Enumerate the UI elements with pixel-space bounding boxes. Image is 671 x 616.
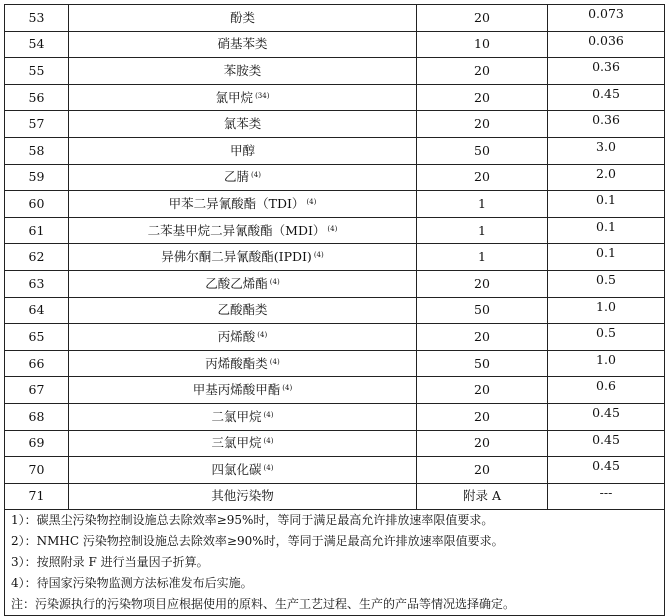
pollutant-name-cell — [69, 58, 417, 85]
emission-concentration-limit: 10 — [417, 31, 548, 58]
footnote-marker: (4) — [263, 437, 274, 446]
row-number: 68 — [5, 403, 69, 430]
emission-rate-limit: 0.1 — [548, 244, 665, 271]
emission-concentration-limit: 20 — [417, 430, 548, 457]
emission-rate-limit: 1.0 — [548, 297, 665, 324]
row-number: 54 — [5, 31, 69, 58]
emission-concentration-limit: 20 — [417, 457, 548, 484]
emission-rate-limit: 0.45 — [548, 84, 665, 111]
table-row — [5, 350, 665, 377]
pollutant-name: 二氯甲烷 — [211, 408, 262, 424]
emission-concentration-limit: 1 — [417, 191, 548, 218]
pollutant-name-cell — [69, 350, 417, 377]
pollutant-limits-table — [4, 4, 665, 510]
emission-rate-limit: 0.1 — [548, 191, 665, 218]
pollutant-name-cell — [69, 5, 417, 32]
pollutant-name: 四氯化碳 — [211, 461, 262, 477]
row-number: 61 — [5, 217, 69, 244]
emission-rate-limit: 1.0 — [548, 350, 665, 377]
pollutant-name-cell — [69, 137, 417, 164]
row-number: 64 — [5, 297, 69, 324]
table-row — [5, 430, 665, 457]
row-number: 57 — [5, 111, 69, 138]
note-3: 3）：按照附录 F 进行当量因子折算。 — [11, 555, 209, 570]
pollutant-name: 二苯基甲烷二异氰酸酯（MDI） — [147, 222, 326, 238]
pollutant-name-cell — [69, 483, 417, 510]
footnote-marker: (4) — [269, 357, 280, 366]
note-1: 1）：碳黑尘污染物控制设施总去除效率≥95%时，等同于满足最高允许排放速率限值要求。 — [11, 513, 494, 528]
emission-concentration-limit: 20 — [417, 164, 548, 191]
pollutant-name: 氯苯类 — [223, 116, 262, 132]
pollutant-name-cell — [69, 457, 417, 484]
table-row — [5, 137, 665, 164]
table-row — [5, 191, 665, 218]
pollutant-name: 酚类 — [229, 9, 255, 25]
emission-rate-limit: 0.1 — [548, 217, 665, 244]
pollutant-name: 异佛尔酮二异氰酸酯(IPDI) — [161, 249, 312, 265]
emission-rate-limit: 0.36 — [548, 58, 665, 85]
emission-concentration-limit: 20 — [417, 377, 548, 404]
table-row — [5, 244, 665, 271]
pollutant-name: 三氯甲烷 — [211, 435, 262, 451]
pollutant-name-cell — [69, 297, 417, 324]
row-number: 56 — [5, 84, 69, 111]
table-notes — [4, 510, 665, 616]
pollutant-name-cell — [69, 191, 417, 218]
row-number: 59 — [5, 164, 69, 191]
row-number: 67 — [5, 377, 69, 404]
emission-rate-limit: 0.073 — [548, 5, 665, 32]
emission-rate-limit: 0.45 — [548, 430, 665, 457]
pollutant-name: 硝基苯类 — [217, 36, 268, 52]
note-4: 4）：待国家污染物监测方法标准发布后实施。 — [11, 576, 253, 591]
emission-rate-limit: 0.5 — [548, 270, 665, 297]
emission-rate-limit: 0.45 — [548, 403, 665, 430]
pollutant-name: 甲醇 — [229, 142, 255, 158]
row-number: 62 — [5, 244, 69, 271]
table-row — [5, 111, 665, 138]
table-row — [5, 403, 665, 430]
row-number: 66 — [5, 350, 69, 377]
emission-rate-limit: 2.0 — [548, 164, 665, 191]
pollutant-name-cell — [69, 270, 417, 297]
footnote-marker: (4) — [269, 277, 280, 286]
table-row — [5, 324, 665, 351]
row-number: 60 — [5, 191, 69, 218]
pollutant-name: 乙腈 — [224, 169, 250, 185]
emission-rate-limit: 0.45 — [548, 457, 665, 484]
pollutant-name-cell — [69, 31, 417, 58]
emission-concentration-limit: 20 — [417, 270, 548, 297]
footnote-marker: (4) — [306, 197, 317, 206]
emission-concentration-limit: 20 — [417, 84, 548, 111]
pollutant-limits-table-container — [4, 4, 665, 616]
row-number: 70 — [5, 457, 69, 484]
emission-rate-limit: 3.0 — [548, 137, 665, 164]
footnote-marker: (34) — [255, 91, 270, 100]
row-number: 63 — [5, 270, 69, 297]
table-body — [5, 5, 665, 510]
emission-concentration-limit: 50 — [417, 350, 548, 377]
footnote-marker: (4) — [313, 251, 324, 260]
table-row — [5, 84, 665, 111]
emission-rate-limit: --- — [548, 483, 665, 510]
table-row — [5, 217, 665, 244]
footnote-marker: (4) — [327, 224, 338, 233]
emission-rate-limit: 0.036 — [548, 31, 665, 58]
pollutant-name: 苯胺类 — [223, 62, 262, 78]
pollutant-name-cell — [69, 403, 417, 430]
pollutant-name-cell — [69, 244, 417, 271]
row-number: 58 — [5, 137, 69, 164]
footnote-marker: (4) — [257, 330, 268, 339]
emission-concentration-limit: 20 — [417, 324, 548, 351]
row-number: 65 — [5, 324, 69, 351]
table-row — [5, 58, 665, 85]
pollutant-name: 其他污染物 — [211, 488, 274, 504]
table-row — [5, 270, 665, 297]
pollutant-name: 丙烯酸酯类 — [205, 355, 268, 371]
row-number: 71 — [5, 483, 69, 510]
pollutant-name: 甲基丙烯酸甲酯 — [192, 382, 281, 398]
emission-concentration-limit: 1 — [417, 244, 548, 271]
emission-concentration-limit: 20 — [417, 58, 548, 85]
pollutant-name: 乙酸酯类 — [217, 302, 268, 318]
pollutant-name-cell — [69, 324, 417, 351]
emission-concentration-limit: 20 — [417, 403, 548, 430]
table-row — [5, 31, 665, 58]
pollutant-name-cell — [69, 111, 417, 138]
pollutant-name: 丙烯酸 — [217, 328, 256, 344]
pollutant-name: 甲苯二异氰酸酯（TDI） — [168, 195, 305, 211]
pollutant-name-cell — [69, 377, 417, 404]
emission-rate-limit: 0.6 — [548, 377, 665, 404]
emission-concentration-limit: 附录 A — [417, 483, 548, 510]
row-number: 55 — [5, 58, 69, 85]
note-2: 2）：NMHC 污染物控制设施总去除效率≥90%时，等同于满足最高允许排放速率限值要求。 — [11, 534, 504, 549]
row-number: 69 — [5, 430, 69, 457]
pollutant-name-cell — [69, 217, 417, 244]
footnote-marker: (4) — [263, 463, 274, 472]
pollutant-name-cell — [69, 430, 417, 457]
emission-concentration-limit: 1 — [417, 217, 548, 244]
row-number: 53 — [5, 5, 69, 32]
emission-concentration-limit: 50 — [417, 137, 548, 164]
emission-concentration-limit: 50 — [417, 297, 548, 324]
table-row — [5, 297, 665, 324]
pollutant-name-cell — [69, 84, 417, 111]
emission-concentration-limit: 20 — [417, 5, 548, 32]
emission-concentration-limit: 20 — [417, 111, 548, 138]
table-row — [5, 457, 665, 484]
note-general: 注：污染源执行的污染物项目应根据使用的原料、生产工艺过程、生产的产品等情况选择确定。 — [11, 597, 516, 612]
pollutant-name: 氯甲烷 — [215, 89, 254, 105]
table-row — [5, 164, 665, 191]
emission-rate-limit: 0.5 — [548, 324, 665, 351]
footnote-marker: (4) — [251, 171, 261, 180]
pollutant-name: 乙酸乙烯酯 — [205, 275, 268, 291]
table-row — [5, 5, 665, 32]
footnote-marker: (4) — [282, 384, 293, 393]
pollutant-name-cell — [69, 164, 417, 191]
table-row — [5, 377, 665, 404]
footnote-marker: (4) — [263, 410, 274, 419]
emission-rate-limit: 0.36 — [548, 111, 665, 138]
table-row — [5, 483, 665, 510]
